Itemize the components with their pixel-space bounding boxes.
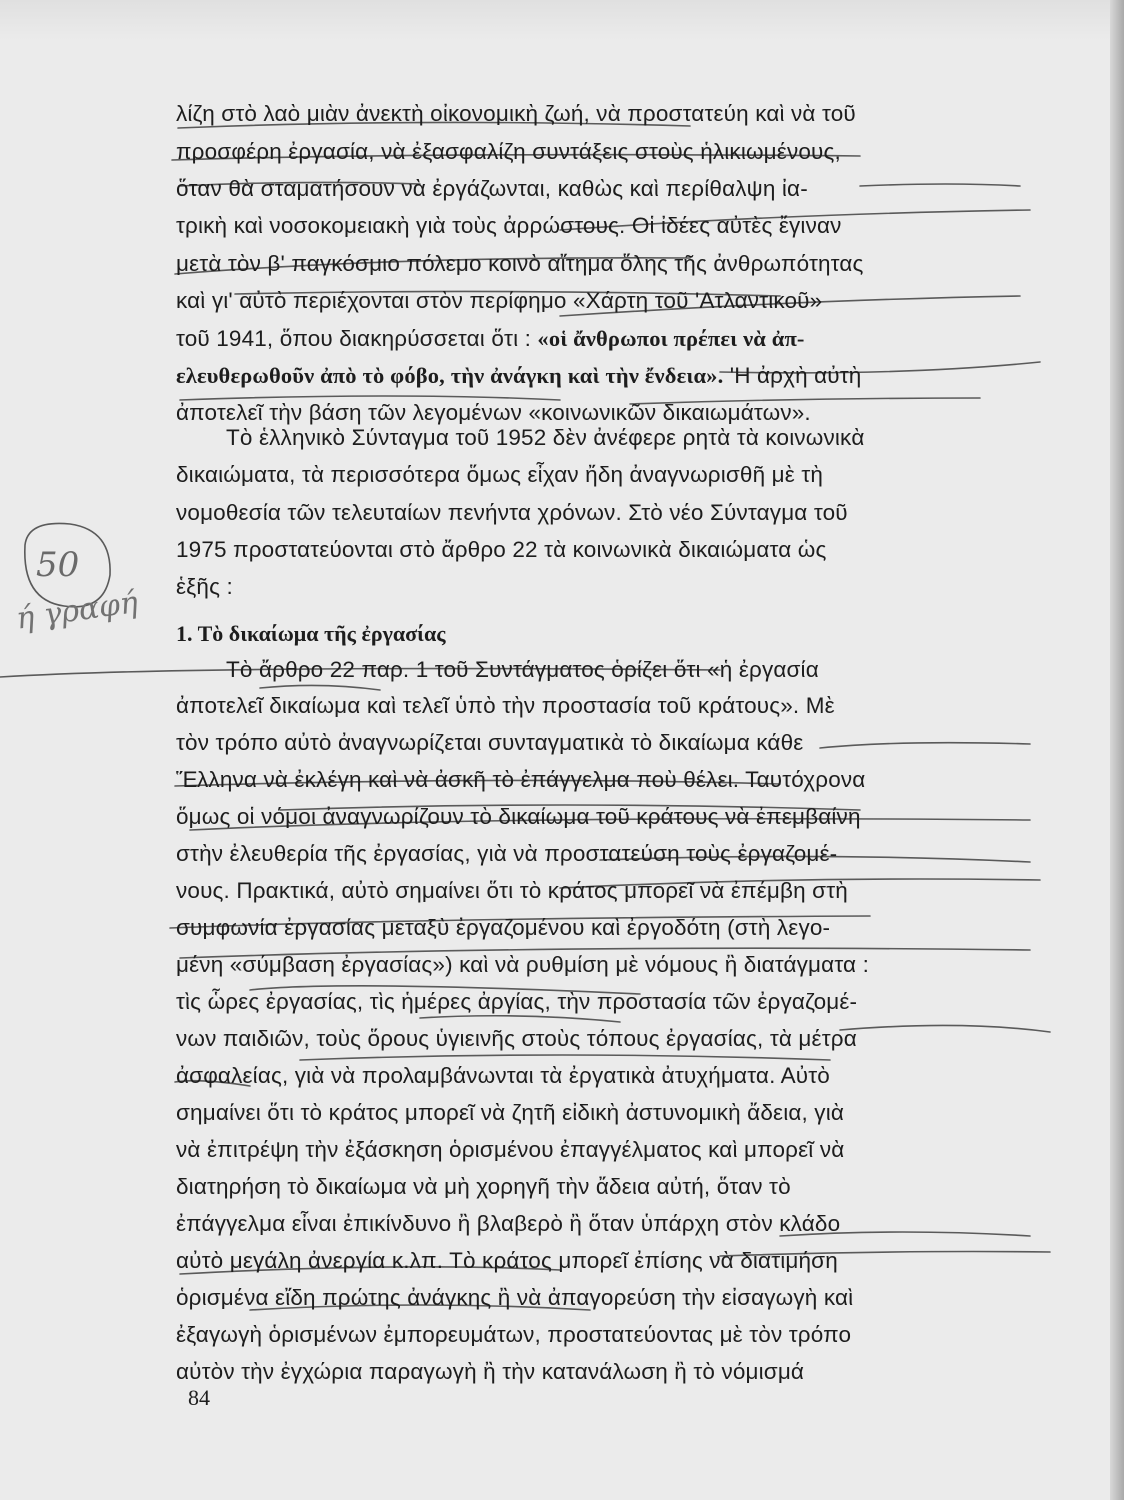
text-line: αὐτὸν τὴν ἐγχώρια παραγωγὴ ἢ τὴν κατανάλωση ἢ τὸ νόμισμά [176, 1359, 805, 1384]
text-line: ὅμως οἱ νόμοι ἀναγνωρίζουν τὸ δικαίωμα τοῦ κράτους νὰ ἐπεμβαίνη [176, 804, 861, 829]
page-right-edge [1110, 0, 1124, 1500]
text-line: ὅταν θὰ σταματήσουν νὰ ἐργάζωνται, καθὼς καὶ περίθαλψη ἰα- [176, 176, 808, 201]
text-line: Τὸ ἄρθρο 22 παρ. 1 τοῦ Συντάγματος ὁρίζει ὅτι «ἡ ἐργασία [226, 657, 819, 682]
text-line: ἑξῆς : [176, 574, 233, 599]
text-fragment: 'Η ἀρχὴ αὐτὴ [723, 363, 862, 388]
text-line: συμφωνία ἐργασίας μεταξὺ ἐργαζομένου καὶ ἐργοδότη (στὴ λεγο- [176, 915, 831, 940]
text-line: ἐξαγωγὴ ὁρισμένων ἐμπορευμάτων, προστατεύοντας μὲ τὸν τρόπο [176, 1322, 852, 1347]
text-line: διατηρήση τὸ δικαίωμα νὰ μὴ χορηγῆ τὴν ἄδεια αὐτή, ὅταν τὸ [176, 1174, 791, 1199]
text-line: τὸν τρόπο αὐτὸ ἀναγνωρίζεται συνταγματικὰ τὸ δικαίωμα κάθε [176, 730, 804, 755]
text-line: Τὸ ἑλληνικὸ Σύνταγμα τοῦ 1952 δὲν ἀνέφερε ρητὰ τὰ κοινωνικὰ [226, 425, 865, 450]
quotation-bold: «οἱ ἄνθρωποι πρέπει νὰ ἀπ- [537, 326, 805, 351]
text-line: ἀσφαλείας, γιὰ νὰ προλαμβάνωνται τὰ ἐργατικὰ ἀτυχήματα. Αὐτὸ [176, 1063, 830, 1088]
text-line: δικαιώματα, τὰ περισσότερα ὅμως εἶχαν ἤδη ἀναγνωρισθῆ μὲ τὴ [176, 462, 824, 487]
text-fragment: τοῦ 1941, ὅπου διακηρύσσεται ὅτι : [176, 326, 532, 351]
text-line: αὐτὸ μεγάλη ἀνεργία κ.λπ. Τὸ κράτος μπορεῖ ἐπίσης νὰ διατιμήση [176, 1248, 838, 1273]
text-line: νομοθεσία τῶν τελευταίων πενήντα χρόνων. Στὸ νέο Σύνταγμα τοῦ [176, 500, 848, 525]
margin-note-number: 50 [36, 545, 80, 585]
margin-note-text: ή γραφή [14, 584, 141, 637]
text-line: μένη «σύμβαση ἐργασίας») καὶ νὰ ρυθμίση μὲ νόμους ἢ διατάγματα : [176, 952, 869, 977]
page-number: 84 [188, 1385, 210, 1410]
text-line: νων παιδιῶν, τοὺς ὅρους ὑγιεινῆς στοὺς τόπους ἐργασίας, τὰ μέτρα [176, 1026, 857, 1051]
text-line: μετὰ τὸν β' παγκόσμιο πόλεμο κοινὸ αἴτημα ὅλης τῆς ἀνθρωπότητας [176, 251, 864, 276]
section-heading: 1. Τὸ δικαίωμα τῆς ἐργασίας [176, 621, 446, 646]
page-top-shadow [0, 0, 1124, 40]
text-line: στὴν ἐλευθερία τῆς ἐργασίας, γιὰ νὰ προστατεύση τοὺς ἐργαζομέ- [176, 841, 838, 866]
text-line [176, 361, 861, 391]
text-line: προσφέρη ἐργασία, νὰ ἐξασφαλίζη συντάξεις στοὺς ἡλικιωμένους, [176, 139, 841, 164]
text-line: τὶς ὧρες ἐργασίας, τὶς ἡμέρες ἀργίας, τὴν προστασία τῶν ἐργαζομέ- [176, 989, 858, 1014]
text-line: καὶ γι' αὐτὸ περιέχονται στὸν περίφημο «Χάρτη τοῦ 'Ατλαντικοῦ» [176, 288, 823, 313]
text-line: ὁρισμένα εἴδη πρώτης ἀνάγκης ἢ νὰ ἀπαγορεύση τὴν εἰσαγωγὴ καὶ [176, 1285, 854, 1310]
text-line: νους. Πρακτικά, αὐτὸ σημαίνει ὅτι τὸ κράτος μπορεῖ νὰ ἐπέμβη στὴ [176, 878, 848, 903]
text-line [176, 324, 805, 354]
text-line: 1975 προστατεύονται στὸ ἄρθρο 22 τὰ κοινωνικὰ δικαιώματα ὡς [176, 537, 827, 562]
quotation-bold: ελευθερωθοῦν ἀπὸ τὸ φόβο, τὴν ἀνάγκη καὶ τὴν ἔνδεια». [176, 363, 724, 388]
text-line: ἐπάγγελμα εἶναι ἐπικίνδυνο ἢ βλαβερὸ ἢ ὅταν ὑπάρχη στὸν κλάδο [176, 1211, 841, 1236]
text-line: σημαίνει ὅτι τὸ κράτος μπορεῖ νὰ ζητῆ εἰδικὴ ἀστυνομικὴ ἄδεια, γιὰ [176, 1100, 845, 1125]
text-line: τρικὴ καὶ νοσοκομειακὴ γιὰ τοὺς ἀρρώστους. Οἱ ἰδέες αὐτὲς ἔγιναν [176, 213, 842, 238]
text-line: ἀποτελεῖ τὴν βάση τῶν λεγομένων «κοινωνικῶν δικαιωμάτων». [176, 400, 811, 425]
text-line: Ἕλληνα νὰ ἐκλέγη καὶ νὰ ἀσκῆ τὸ ἐπάγγελμα ποὺ θέλει. Ταυτόχρονα [176, 767, 866, 792]
text-line: ἀποτελεῖ δικαίωμα καὶ τελεῖ ὑπὸ τὴν προστασία τοῦ κράτους». Μὲ [176, 693, 835, 718]
text-line: λίζη στὸ λαὸ μιὰν ἀνεκτὴ οἰκονομικὴ ζωή, νὰ προστατεύη καὶ νὰ τοῦ [176, 101, 856, 126]
text-line: νὰ ἐπιτρέψη τὴν ἐξάσκηση ὁρισμένου ἐπαγγέλματος καὶ μπορεῖ νὰ [176, 1137, 845, 1162]
